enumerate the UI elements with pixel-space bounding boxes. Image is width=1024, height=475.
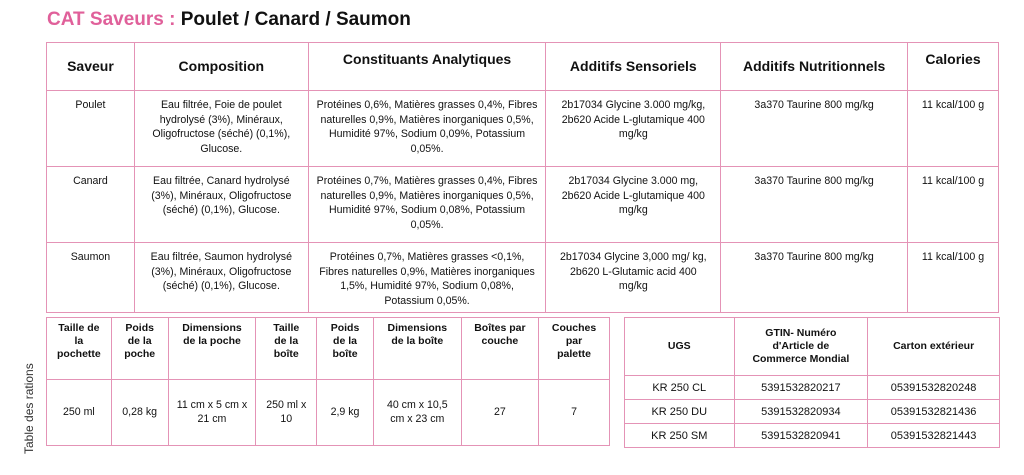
header-nutritionnels: Additifs Nutritionnels — [721, 43, 908, 91]
header-carton: Carton extérieur — [868, 318, 1000, 376]
flavors-table — [46, 42, 999, 313]
header-calories: Calories — [908, 43, 999, 91]
cell-composition: Eau filtrée, Canard hydrolysé (3%), Minéraux, Oligofructose (séché) (0,1%), Glucose. — [134, 167, 308, 243]
cell-poids-poche: 0,28 kg — [111, 380, 168, 446]
table-row — [625, 400, 1000, 424]
cell-composition: Eau filtrée, Foie de poulet hydrolysé (3%), Minéraux, Oligofructose (séché) (0,1%), Glucose. — [134, 91, 308, 167]
cell-calories: 11 kcal/100 g — [908, 91, 999, 167]
header-couches-palette: Couches par palette — [539, 318, 610, 380]
cell-dimensions-poche: 11 cm x 5 cm x 21 cm — [168, 380, 256, 446]
codes-header-row — [625, 318, 1000, 376]
title-flavors: Poulet / Canard / Saumon — [180, 9, 411, 30]
cell-dimensions-boite: 40 cm x 10,5 cm x 23 cm — [373, 380, 461, 446]
header-sensoriels: Additifs Sensoriels — [546, 43, 721, 91]
cell-taille-pochette: 250 ml — [47, 380, 112, 446]
cell-ugs: KR 250 DU — [625, 400, 735, 424]
cell-ugs: KR 250 CL — [625, 376, 735, 400]
page-title — [47, 9, 411, 31]
header-composition: Composition — [134, 43, 308, 91]
cell-couches-palette: 7 — [539, 380, 610, 446]
ration-table-label: Table des rations — [22, 363, 36, 454]
cell-constituants: Protéines 0,7%, Matières grasses 0,4%, Fibres naturelles 0,9%, Matières inorganiques 0,5%, Humidité 97%, Sodium 0,08%, Potassium 0,05%. — [308, 167, 546, 243]
cell-constituants: Protéines 0,7%, Matières grasses <0,1%, Fibres naturelles 0,9%, Matières inorganiques 1,5%, Humidité 97%, Sodium 0,08%, Potassium 0,05%. — [308, 243, 546, 313]
cell-saveur: Canard — [47, 167, 135, 243]
cell-gtin: 5391532820217 — [734, 376, 868, 400]
cell-nutritionnels: 3a370 Taurine 800 mg/kg — [721, 91, 908, 167]
cell-carton: 05391532821443 — [868, 424, 1000, 448]
cell-gtin: 5391532820941 — [734, 424, 868, 448]
header-gtin: GTIN- Numéro d'Article de Commerce Mondial — [734, 318, 868, 376]
cell-sensoriels: 2b17034 Glycine 3.000 mg/kg, 2b620 Acide L-glutamique 400 mg/kg — [546, 91, 721, 167]
cell-constituants: Protéines 0,6%, Matières grasses 0,4%, Fibres naturelles 0,9%, Matières inorganiques 0,5%, Humidité 97%, Sodium 0,09%, Potassium 0,05%. — [308, 91, 546, 167]
cell-calories: 11 kcal/100 g — [908, 167, 999, 243]
header-taille-pochette: Taille de la pochette — [47, 318, 112, 380]
cell-nutritionnels: 3a370 Taurine 800 mg/kg — [721, 243, 908, 313]
header-ugs: UGS — [625, 318, 735, 376]
cell-calories: 11 kcal/100 g — [908, 243, 999, 313]
cell-sensoriels: 2b17034 Glycine 3.000 mg, 2b620 Acide L-glutamique 400 mg/kg — [546, 167, 721, 243]
cell-poids-boite: 2,9 kg — [317, 380, 374, 446]
table-row — [47, 91, 999, 167]
header-saveur: Saveur — [47, 43, 135, 91]
packaging-table — [46, 317, 610, 446]
header-taille-boite: Taille de la boîte — [256, 318, 317, 380]
table-row — [47, 380, 610, 446]
cell-taille-boite: 250 ml x 10 — [256, 380, 317, 446]
cell-carton: 05391532821436 — [868, 400, 1000, 424]
table-row — [47, 243, 999, 313]
cell-gtin: 5391532820934 — [734, 400, 868, 424]
table-row — [47, 167, 999, 243]
cell-composition: Eau filtrée, Saumon hydrolysé (3%), Minéraux, Oligofructose (séché) (0,1%), Glucose. — [134, 243, 308, 313]
cell-sensoriels: 2b17034 Glycine 3,000 mg/ kg, 2b620 L-Glutamic acid 400 mg/kg — [546, 243, 721, 313]
flavors-header-row — [47, 43, 999, 91]
cell-carton: 05391532820248 — [868, 376, 1000, 400]
header-boites-couche: Boîtes par couche — [461, 318, 538, 380]
table-row — [625, 376, 1000, 400]
header-constituants: Constituants Analytiques — [308, 43, 546, 91]
header-dimensions-poche: Dimensions de la poche — [168, 318, 256, 380]
title-brand: CAT Saveurs : — [47, 9, 176, 30]
cell-ugs: KR 250 SM — [625, 424, 735, 448]
cell-saveur: Poulet — [47, 91, 135, 167]
cell-boites-couche: 27 — [461, 380, 538, 446]
packaging-header-row — [47, 318, 610, 380]
header-dimensions-boite: Dimensions de la boîte — [373, 318, 461, 380]
cell-nutritionnels: 3a370 Taurine 800 mg/kg — [721, 167, 908, 243]
header-poids-poche: Poids de la poche — [111, 318, 168, 380]
cell-saveur: Saumon — [47, 243, 135, 313]
table-row — [625, 424, 1000, 448]
codes-table — [624, 317, 1000, 448]
header-poids-boite: Poids de la boîte — [317, 318, 374, 380]
